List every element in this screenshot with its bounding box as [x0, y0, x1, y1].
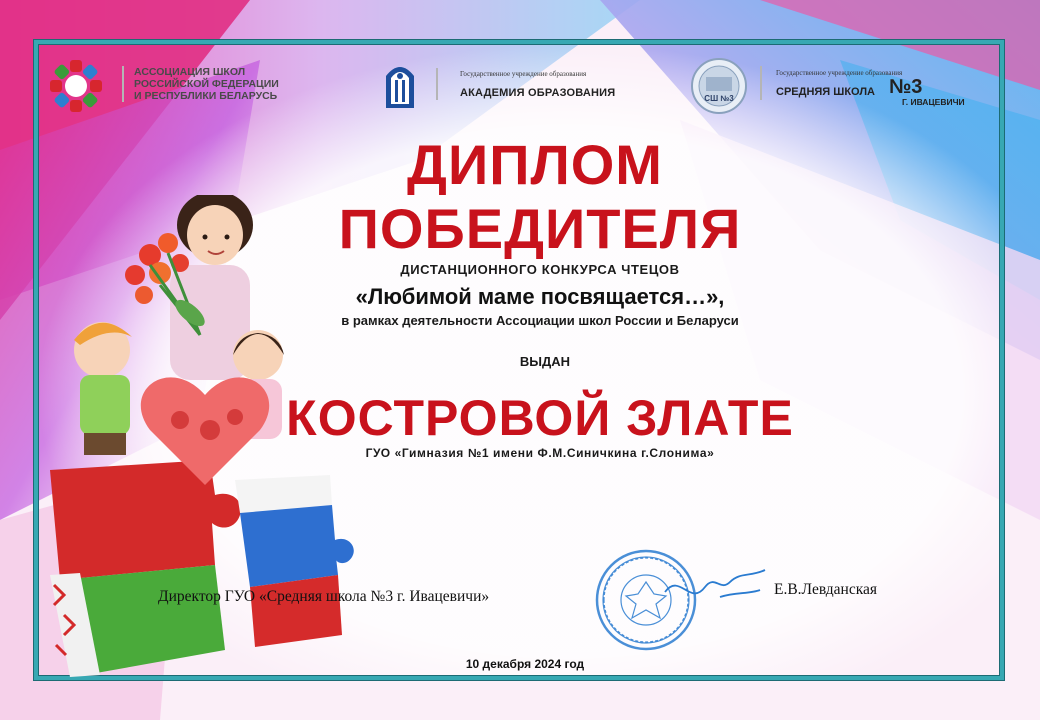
- academy-emblem-icon: [384, 60, 416, 110]
- director-title: Директор ГУО «Средняя школа №3 г. Ивацевичи»: [158, 588, 490, 605]
- mother-face: [187, 205, 243, 265]
- association-star-logo-icon: [48, 58, 104, 114]
- header-separator: [122, 66, 124, 102]
- girl-head: [233, 330, 283, 380]
- school-name: СРЕДНЯЯ ШКОЛА: [776, 86, 875, 98]
- signer-name: Е.В.Левданская: [774, 581, 878, 598]
- recipient-organization: ГУО «Гимназия №1 имени Ф.М.Синичкина г.Слонима»: [365, 446, 715, 460]
- academy-name: АКАДЕМИЯ ОБРАЗОВАНИЯ: [460, 87, 616, 99]
- contest-framework: в рамках деятельности Ассоциации школ России и Беларуси: [341, 313, 739, 328]
- puzzle-blue-piece: [240, 505, 354, 587]
- school-city: Г. ИВАЦЕВИЧИ: [902, 97, 965, 107]
- puzzle-red-right-piece: [250, 575, 342, 647]
- diploma-title-line1: ДИПЛОМ: [407, 133, 663, 196]
- academy-type: Государственное учреждение образования: [460, 70, 587, 78]
- recipient-name: КОСТРОВОЙ ЗЛАТЕ: [286, 390, 794, 446]
- contest-name: «Любимой маме посвящается…»,: [355, 284, 725, 309]
- header-separator: [436, 68, 438, 100]
- issue-date: 10 декабря 2024 год: [465, 657, 585, 671]
- school-type: Государственное учреждение образования: [776, 69, 903, 77]
- puzzle-red-piece: [50, 460, 241, 580]
- issued-label: ВЫДАН: [519, 354, 571, 369]
- school-round-logo-icon: [690, 57, 748, 115]
- contest-description: ДИСТАНЦИОННОГО КОНКУРСА ЧТЕЦОВ: [400, 262, 680, 277]
- school-number: №3: [889, 76, 923, 98]
- association-name: АССОЦИАЦИЯ ШКОЛ РОССИЙСКОЙ ФЕДЕРАЦИИ И РЕСПУБЛИКИ БЕЛАРУСЬ: [134, 66, 279, 102]
- diploma-title-line2: ПОБЕДИТЕЛЯ: [338, 197, 742, 260]
- signature-mark-icon: [660, 562, 770, 612]
- header-separator: [760, 66, 762, 100]
- boy-body: [80, 375, 130, 435]
- school-logo-text: СШ №3: [704, 94, 734, 103]
